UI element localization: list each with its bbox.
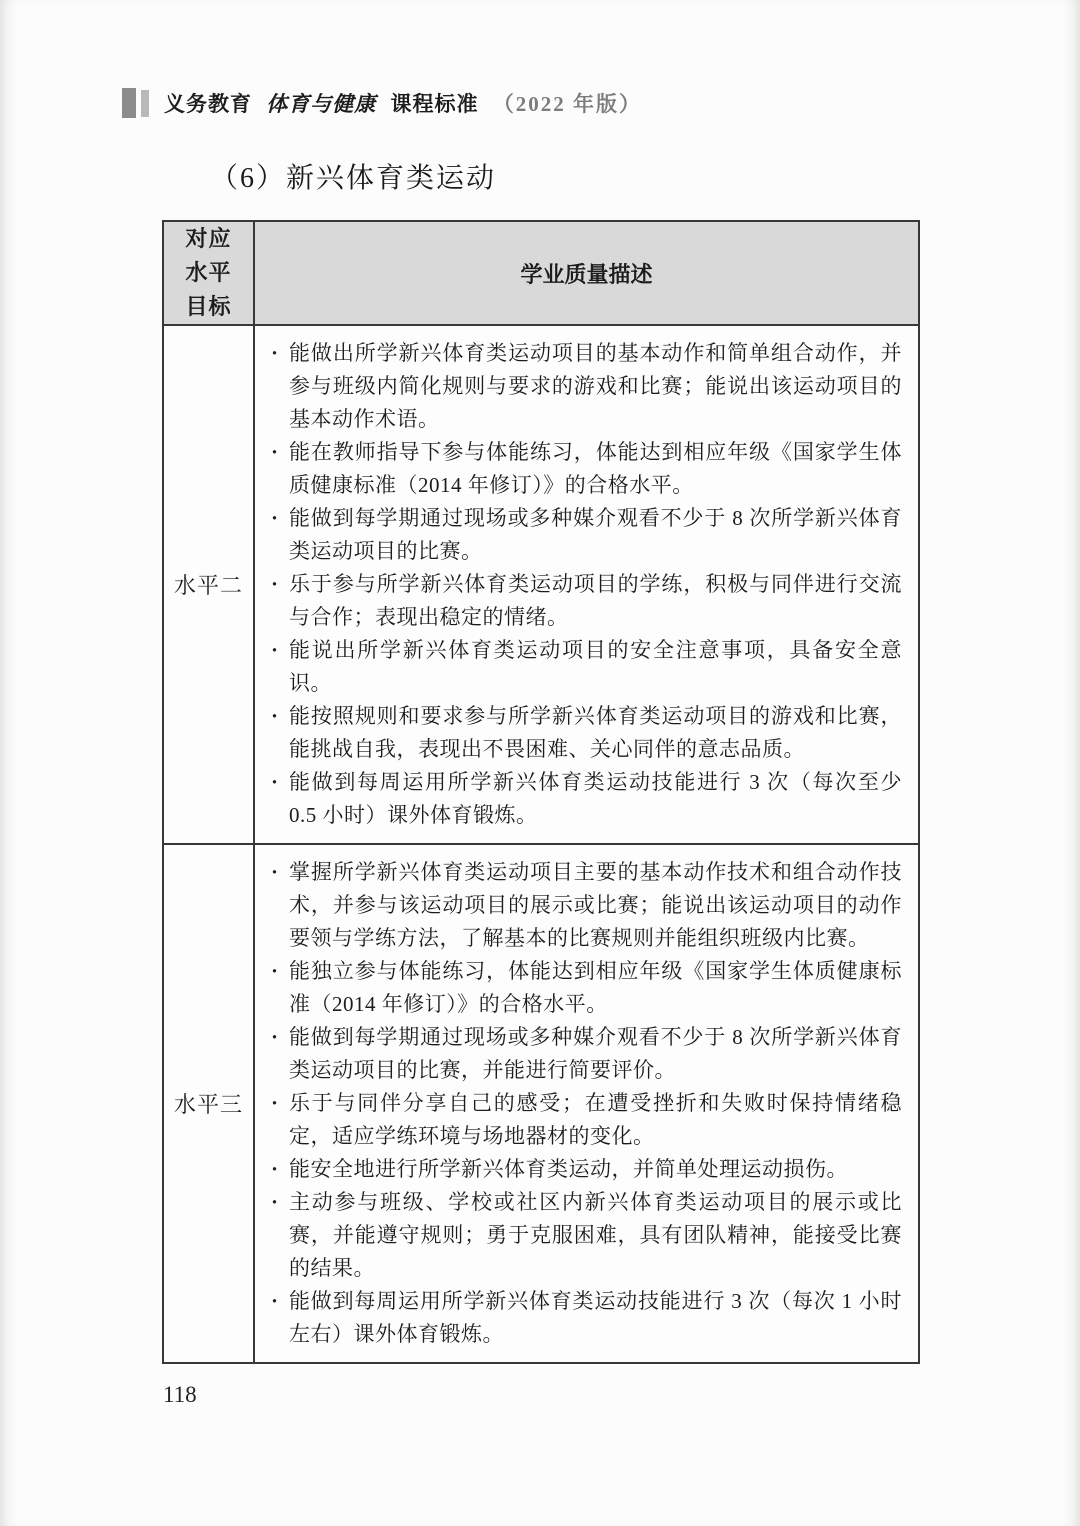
table-header-row bbox=[163, 221, 919, 325]
bullet-item: · 主动参与班级、学校或社区内新兴体育类运动项目的展示或比赛，并能遵守规则；勇于克服困难，具有团队精神，能接受比赛的结果。 bbox=[265, 1186, 902, 1285]
bullet-item: · 能按照规则和要求参与所学新兴体育类运动项目的游戏和比赛，能挑战自我，表现出不畏困难、关心同伴的意志品质。 bbox=[265, 700, 902, 766]
column-header-description: 学业质量描述 bbox=[254, 221, 919, 325]
section-marker-icon-light bbox=[141, 90, 149, 117]
bullet-item: · 能安全地进行所学新兴体育类运动，并简单处理运动损伤。 bbox=[265, 1153, 902, 1186]
doc-type-label: 课程标准 bbox=[390, 92, 479, 116]
bullet-item: · 能说出所学新兴体育类运动项目的安全注意事项，具备安全意识。 bbox=[265, 634, 902, 700]
edition-label: （2022 年版） bbox=[492, 92, 642, 116]
bullet-item: · 乐于参与所学新兴体育类运动项目的学练，积极与同伴进行交流与合作；表现出稳定的情绪。 bbox=[265, 568, 902, 634]
level-label: 水平二 bbox=[163, 325, 254, 844]
subject-label: 体育与健康 bbox=[266, 92, 377, 116]
description-cell bbox=[254, 325, 919, 844]
bullet-item: · 能做出所学新兴体育类运动项目的基本动作和简单组合动作，并参与班级内简化规则与要求的游戏和比赛；能说出该运动项目的基本动作术语。 bbox=[265, 337, 902, 436]
table-row bbox=[163, 844, 919, 1363]
column-header-level: 对应水平目标 bbox=[163, 221, 254, 325]
table-row bbox=[163, 325, 919, 844]
bullet-item: · 能做到每学期通过现场或多种媒介观看不少于 8 次所学新兴体育类运动项目的比赛。 bbox=[265, 502, 902, 568]
bullet-item: · 乐于与同伴分享自己的感受；在遭受挫折和失败时保持情绪稳定，适应学练环境与场地器材的变化。 bbox=[265, 1087, 902, 1153]
bullet-item: · 能做到每周运用所学新兴体育类运动技能进行 3 次（每次 1 小时左右）课外体育锻炼。 bbox=[265, 1285, 902, 1351]
bullet-item: · 掌握所学新兴体育类运动项目主要的基本动作技术和组合动作技术，并参与该运动项目的展示或比赛；能说出该运动项目的动作要领与学练方法，了解基本的比赛规则并能组织班级内比赛。 bbox=[265, 856, 902, 955]
series-label: 义务教育 bbox=[164, 92, 252, 116]
academic-quality-table bbox=[162, 220, 920, 1364]
bullet-item: · 能做到每周运用所学新兴体育类运动技能进行 3 次（每次至少 0.5 小时）课外体育锻炼。 bbox=[265, 766, 902, 832]
description-cell bbox=[254, 844, 919, 1363]
level-label: 水平三 bbox=[163, 844, 254, 1363]
bullet-item: · 能做到每学期通过现场或多种媒介观看不少于 8 次所学新兴体育类运动项目的比赛，并能进行简要评价。 bbox=[265, 1021, 902, 1087]
bullet-list bbox=[265, 337, 902, 832]
section-title: （6）新兴体育类运动 bbox=[210, 163, 497, 194]
page-number: 118 bbox=[163, 1382, 197, 1407]
bullet-item: · 能独立参与体能练习，体能达到相应年级《国家学生体质健康标准（2014 年修订）》的合格水平。 bbox=[265, 955, 902, 1021]
running-head-text bbox=[164, 88, 650, 118]
bullet-list bbox=[265, 856, 902, 1351]
section-marker-icon bbox=[122, 88, 136, 118]
bullet-item: · 能在教师指导下参与体能练习，体能达到相应年级《国家学生体质健康标准（2014 年修订）》的合格水平。 bbox=[265, 436, 902, 502]
running-head bbox=[122, 88, 650, 118]
